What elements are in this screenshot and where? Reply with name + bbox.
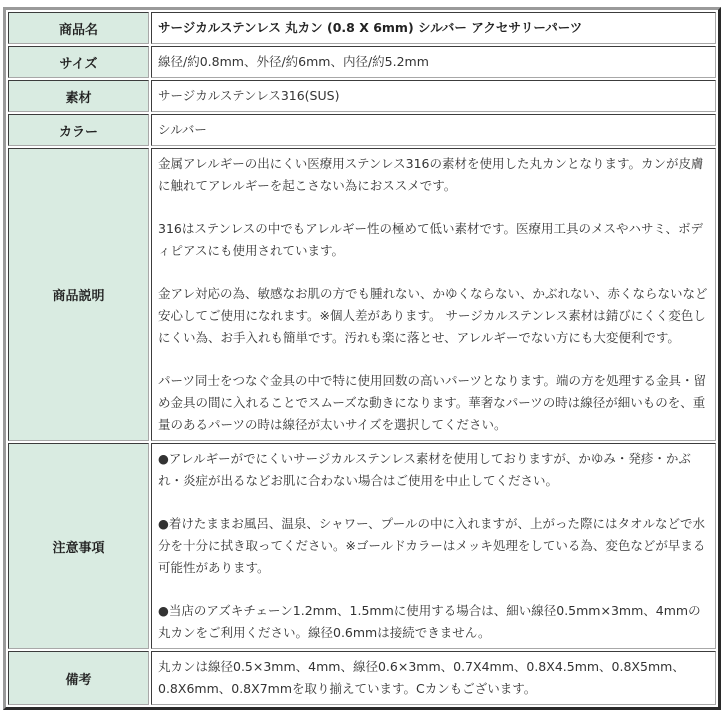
spec-value-description bbox=[151, 148, 716, 441]
spec-row-material bbox=[8, 80, 716, 112]
description-paragraph: 金属アレルギーの出にくい医療用ステンレス316の素材を使用した丸カンとなります。カンが皮膚に触れてアレルギーを起こさない為におススメです。 bbox=[158, 156, 704, 193]
spec-label-size: サイズ bbox=[8, 46, 149, 78]
spec-row-notes bbox=[8, 443, 716, 649]
spec-row-size bbox=[8, 46, 716, 78]
spec-value-material: サージカルステンレス316(SUS) bbox=[151, 80, 716, 112]
spec-label-notes: 注意事項 bbox=[8, 443, 149, 649]
notes-paragraph: ●アレルギーがでにくいサージカルステンレス素材を使用しておりますが、かゆみ・発疹・かぶれ・炎症が出るなどお肌に合わない場合はご使用を中止してください。 bbox=[158, 451, 691, 488]
product-spec-table bbox=[3, 7, 721, 710]
spec-value-remarks: 丸カンは線径0.5×3mm、4mm、線径0.6×3mm、0.7X4mm、0.8X4.5mm、0.8X5mm、0.8X6mm、0.8X7mmを取り揃えています。Cカンもございます。 bbox=[151, 651, 716, 705]
spec-label-remarks: 備考 bbox=[8, 651, 149, 705]
notes-paragraph: ●着けたままお風呂、温泉、シャワー、プールの中に入れますが、上がった際にはタオルなどで水分を十分に拭き取ってください。※ゴールドカラーはメッキ処理をしている為、変色などが早まる可能性があります。 bbox=[158, 516, 706, 575]
notes-paragraph: ●当店のアズキチェーン1.2mm、1.5mmに使用する場合は、細い線径0.5mm×3mm、4mmの丸カンをご利用ください。線径0.6mmは接続できません。 bbox=[158, 603, 701, 640]
spec-row-remarks bbox=[8, 651, 716, 705]
spec-value-color: シルバー bbox=[151, 114, 716, 146]
spec-label-product-name: 商品名 bbox=[8, 12, 149, 44]
spec-value-product-name: サージカルステンレス 丸カン (0.8 X 6mm) シルバー アクセサリーパーツ bbox=[151, 12, 716, 44]
description-paragraph: 316はステンレスの中でもアレルギー性の極めて低い素材です。医療用工具のメスやハサミ、ボディピアスにも使用されています。 bbox=[158, 221, 703, 258]
spec-label-material: 素材 bbox=[8, 80, 149, 112]
spec-row-product-name bbox=[8, 12, 716, 44]
description-paragraph: パーツ同士をつなぐ金具の中で特に使用回数の高いパーツとなります。端の方を処理する金具・留め金具の間に入れることでスムーズな動きになります。華奢なパーツの時は線径が細いものを、重量のあるパーツの時は線径が太いサイズを選択してください。 bbox=[158, 373, 707, 432]
spec-label-color: カラー bbox=[8, 114, 149, 146]
description-paragraph: 金アレ対応の為、敏感なお肌の方でも腫れない、かゆくならない、かぶれない、赤くならないなど安心してご使用になれます。※個人差があります。 サージカルステンレス素材は錆びにくく変色しにくい為、お手入れも簡単です。汚れも楽に落とせ、アレルギーでない方にも大変便利です。 bbox=[158, 286, 708, 345]
spec-value-notes bbox=[151, 443, 716, 649]
spec-row-description bbox=[8, 148, 716, 441]
spec-row-color bbox=[8, 114, 716, 146]
spec-value-size: 線径/約0.8mm、外径/約6mm、内径/約5.2mm bbox=[151, 46, 716, 78]
spec-label-description: 商品説明 bbox=[8, 148, 149, 441]
